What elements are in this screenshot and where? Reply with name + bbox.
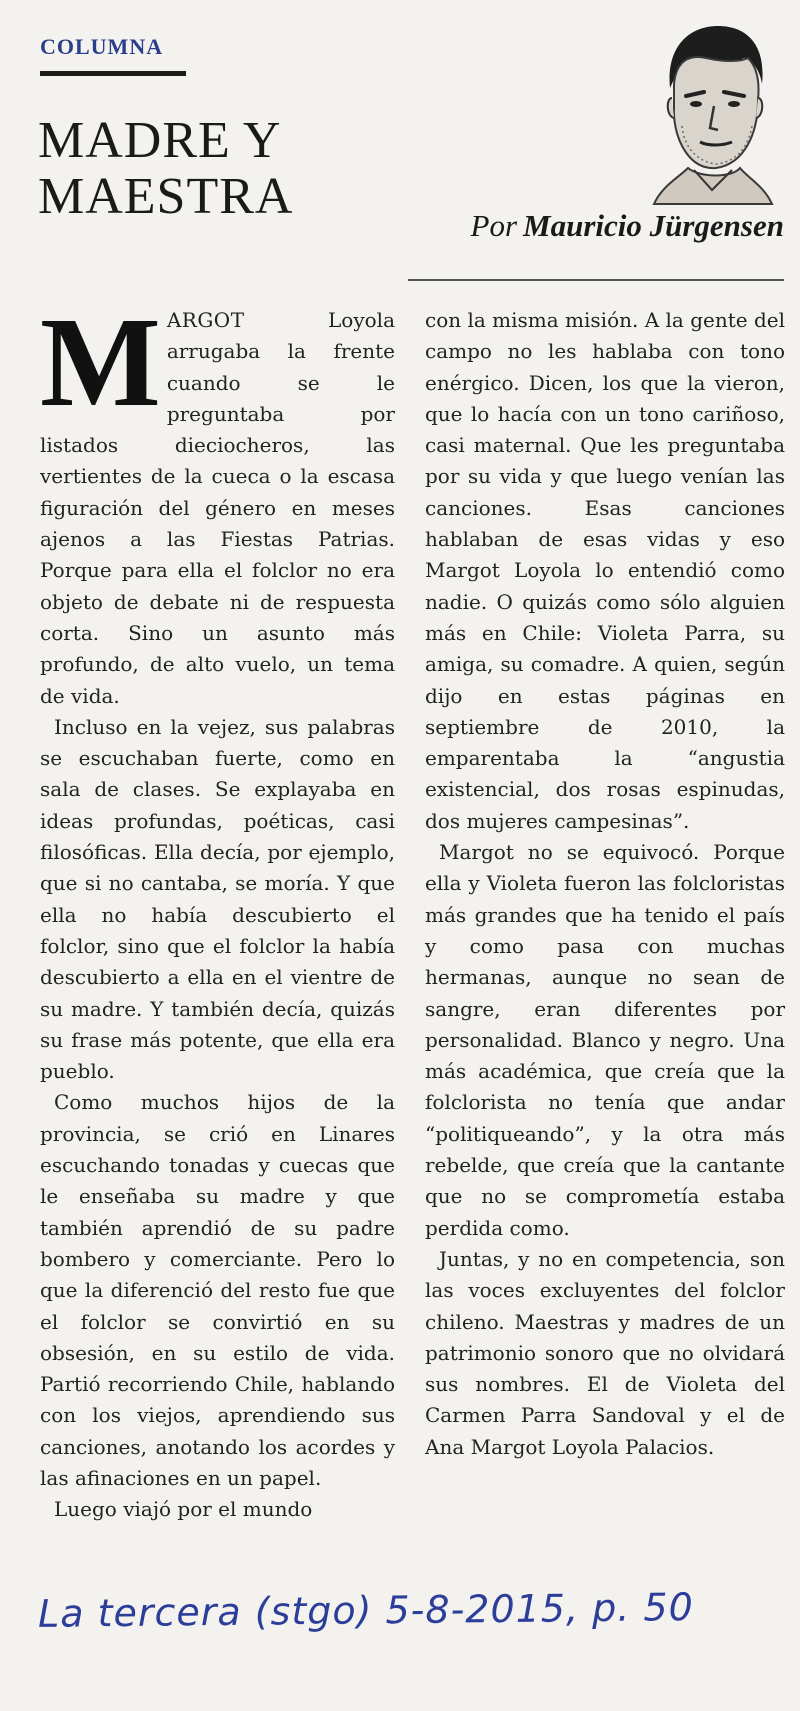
handwritten-source-note: La tercera (stgo) 5-8-2015, p. 50 — [37, 1585, 694, 1636]
article-column-right — [425, 305, 785, 1463]
paragraph-1-text: Loyola arrugaba la frente cuando se le preguntaba por listados dieciocheros, las vertientes de la cueca o la escasa figuración del género en meses ajenos a las Fiestas Patrias. Porque para ella el folclor no era objeto de debate ni de respuesta corta. Sino un asunto más profundo, de alto vuelo, un tema de vida. — [40, 308, 395, 708]
paragraph-6: Juntas, y no en competencia, son las voces excluyentes del folclor chileno. Maestras y madres de un patrimonio sonoro que no olvidará sus nombres. El de Violeta del Carmen Parra Sandoval y el de Ana Margot Loyola Palacios. — [425, 1246, 785, 1459]
paragraph-3: Como muchos hijos de la provincia, se crió en Linares escuchando tonadas y cuecas que le enseñaba su madre y que también aprendió de su padre bombero y comerciante. Pero lo que la diferenció del resto fue que el folclor se convirtió en su obsesión, en su estilo de vida. Partió recorriendo Chile, hablando con los viejos, aprendiendo sus canciones, anotando los acordes y las afinaciones en un papel. — [40, 1090, 395, 1490]
paragraph-2: Incluso en la vejez, sus palabras se escuchaban fuerte, como en sala de clases. Se explayaba en ideas profundas, poéticas, casi filosóficas. Ella decía, por ejemplo, que si no cantaba, se moría. Y que ella no había descubierto el folclor, sino que el folclor la había descubierto a ella en el vientre de su madre. Y también decía, quizás su frase más potente, que ella era pueblo. — [40, 714, 395, 1084]
article-column-left — [40, 291, 395, 1526]
byline-rule — [408, 279, 784, 281]
paragraph-4-continued: con la misma misión. A la gente del campo no les hablaba con tono enérgico. Dicen, los que la vieron, que lo hacía con un tono cariñoso, casi maternal. Que les preguntaba por su vida y que luego venían las canciones. Esas canciones hablaban de esas vidas y eso Margot Loyola lo entendió como nadie. O quizás como sólo alguien más en Chile: Violeta Parra, su amiga, su comadre. A quien, según dijo en estas páginas en septiembre de 2010, la emparentaba la “angustia existencial, dos rosas espinudas, dos mujeres campesinas”. — [425, 308, 785, 833]
headline — [38, 113, 378, 225]
byline — [471, 208, 784, 244]
byline-author: Mauricio Jürgensen — [523, 208, 784, 243]
headline-line-1: MADRE Y — [38, 112, 282, 169]
drop-cap: M — [40, 291, 161, 433]
author-portrait-icon — [648, 18, 778, 206]
byline-prefix: Por — [470, 208, 518, 243]
paragraph-1 — [40, 291, 395, 712]
headline-line-2: MAESTRA — [38, 168, 294, 225]
paragraph-5: Margot no se equivocó. Porque ella y Violeta fueron las folcloristas más grandes que ha tenido el país y como pasa con muchas hermanas, aunque no sean de sangre, eran diferentes por personalidad. Blanco y negro. Una más académica, que creía que la folclorista no tenía que andar “politiqueando”, y la otra más rebelde, que creía que la cantante que no se comprometía estaba perdida como. — [425, 840, 785, 1240]
section-label: COLUMNA — [40, 34, 164, 59]
first-word-rest: ARGOT — [166, 308, 245, 332]
paragraph-4-start: Luego viajó por el mundo — [54, 1497, 313, 1522]
section-rule — [40, 71, 186, 76]
